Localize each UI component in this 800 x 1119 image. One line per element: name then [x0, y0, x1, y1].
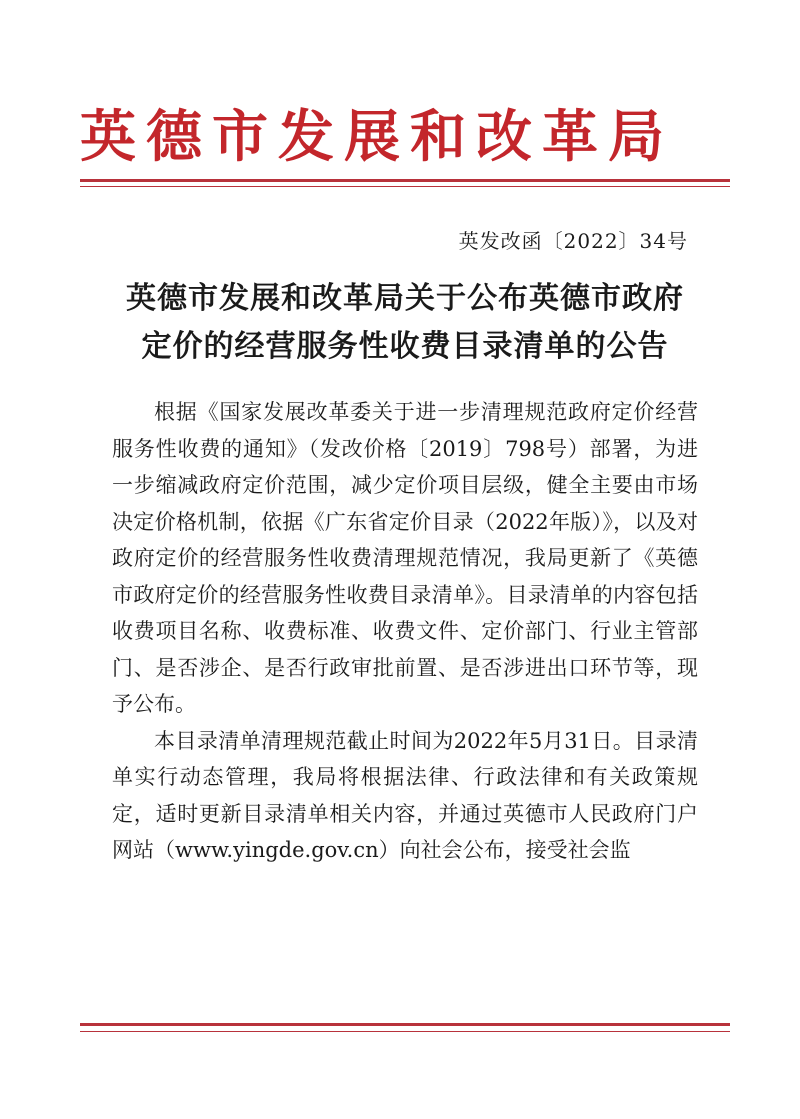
footer-rule-thick: [80, 1023, 730, 1026]
document-title-line-2: 定价的经营服务性收费目录清单的公告: [141, 329, 669, 364]
document-title-line-1: 英德市发展和改革局关于公布英德市政府: [126, 281, 684, 316]
letterhead-org-title: 英德市发展和改革局: [80, 104, 674, 170]
body-paragraph-1: 根据《国家发展改革委关于进一步清理规范政府定价经营服务性收费的通知》（发改价格〔2019〕798号）部署，为进一步缩减政府定价范围，减少定价项目层级，健全主要由市场决定价格机制，依据《广东省定价目录（2022年版）》，以及对政府定价的经营服务性收费清理规范情况，我局更新了《英德市政府定价的经营服务性收费目录清单》。目录清单的内容包括收费项目名称、收费标准、收费文件、定价部门、行业主管部门、是否涉企、是否行政审批前置、是否涉进出口环节等，现予公布。: [112, 400, 698, 716]
footer-rule-thin: [80, 1031, 730, 1032]
document-number: 英发改函〔2022〕34号: [458, 229, 688, 253]
letterhead: [80, 88, 730, 178]
header-rule-thin: [80, 186, 730, 187]
document-title: [80, 275, 730, 371]
document-body: [112, 394, 698, 869]
body-paragraph-2: 本目录清单清理规范截止时间为2022年5月31日。目录清单实行动态管理，我局将根据法律、行政法律和有关政策规定，适时更新目录清单相关内容，并通过英德市人民政府门户网站（www.yingde.gov.cn）向社会公布，接受社会监: [112, 728, 698, 862]
header-rule-thick: [80, 179, 730, 182]
